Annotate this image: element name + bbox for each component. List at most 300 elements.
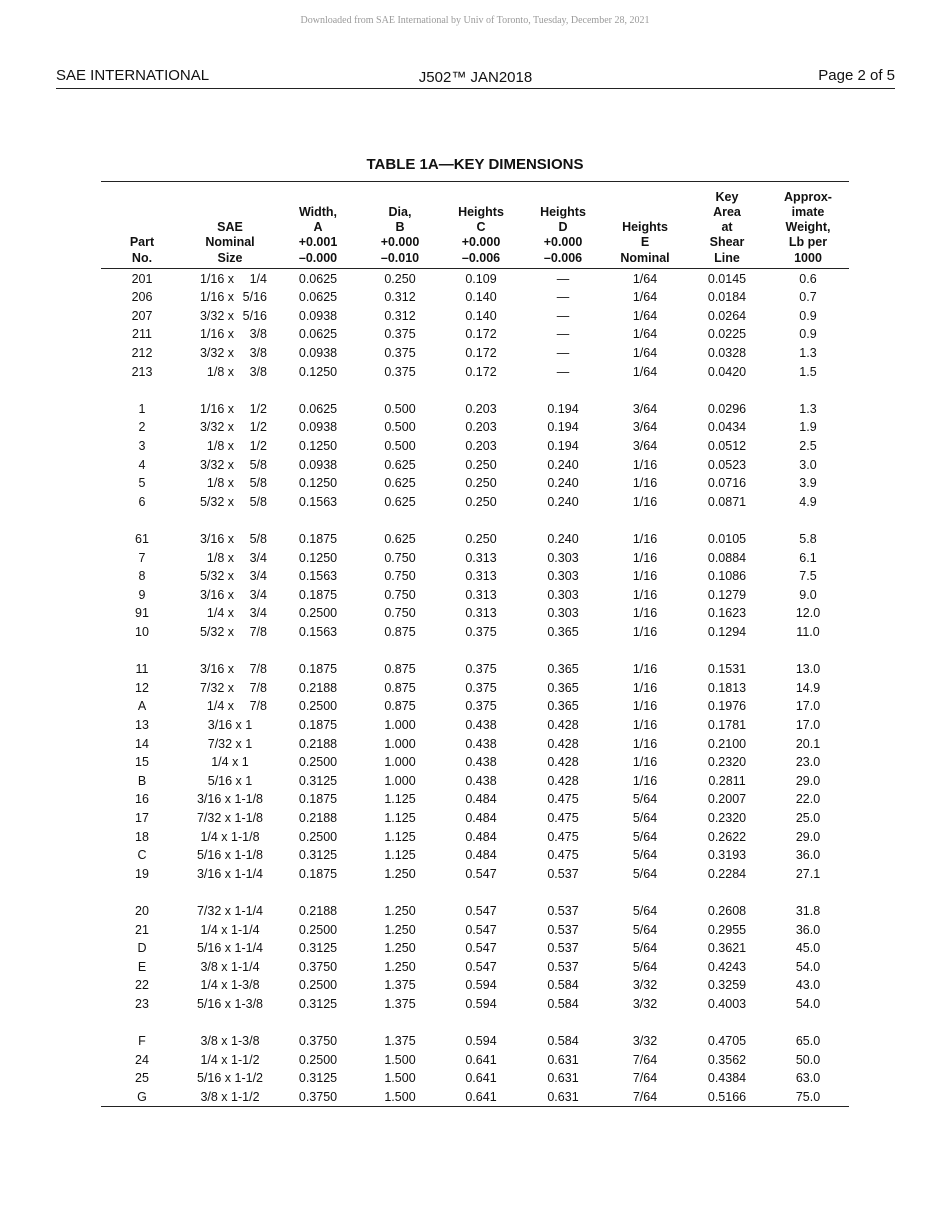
cell-part: 6 xyxy=(138,494,146,509)
cell-weight: 23.0 xyxy=(795,755,821,770)
cell-size: 5/16 x 1-1/2 xyxy=(196,1071,263,1086)
cell-width: 0.3125 xyxy=(298,996,338,1011)
cell-size-width: 3/32 x xyxy=(199,308,234,323)
header-organization: SAE INTERNATIONAL xyxy=(56,67,210,84)
cell-area: 0.1976 xyxy=(707,699,747,714)
cell-he: 3/32 xyxy=(632,996,658,1011)
cell-width: 0.3125 xyxy=(298,848,338,863)
cell-weight: 50.0 xyxy=(795,1052,821,1067)
cell-part: 23 xyxy=(135,996,149,1011)
cell-part: 3 xyxy=(138,438,146,453)
cell-hd: 0.584 xyxy=(547,978,579,993)
cell-dia: 0.750 xyxy=(384,550,416,565)
cell-he: 5/64 xyxy=(632,959,658,974)
cell-dia: 0.875 xyxy=(384,680,416,695)
table-row xyxy=(101,437,849,456)
cell-size-width: 1/16 x xyxy=(199,327,234,342)
cell-size-width: 7/32 x xyxy=(199,680,234,695)
cell-hd: 0.240 xyxy=(547,476,579,491)
cell-hd: 0.240 xyxy=(547,494,579,509)
cell-area: 0.2100 xyxy=(707,736,747,751)
table-row xyxy=(101,790,849,809)
cell-width: 0.0625 xyxy=(298,327,338,342)
cell-hd: 0.475 xyxy=(547,829,579,844)
cell-size-width: 3/16 x xyxy=(199,662,234,677)
cell-hd: 0.428 xyxy=(547,755,579,770)
cell-width: 0.3750 xyxy=(298,959,338,974)
cell-he: 3/64 xyxy=(632,401,658,416)
table-row xyxy=(101,1051,849,1070)
cell-part: 20 xyxy=(135,903,149,918)
column-header-line: Part xyxy=(129,235,155,250)
cell-dia: 1.000 xyxy=(384,773,416,788)
cell-part: G xyxy=(137,1089,147,1104)
cell-area: 0.2320 xyxy=(707,755,747,770)
cell-he: 1/16 xyxy=(632,736,658,751)
column-header-hd xyxy=(523,186,603,266)
column-header-line: imate xyxy=(791,204,825,219)
cell-weight: 9.0 xyxy=(799,587,817,602)
cell-size-width: 1/16 x xyxy=(199,401,234,416)
cell-weight: 1.3 xyxy=(799,401,817,416)
cell-hd: 0.428 xyxy=(547,717,579,732)
cell-dia: 1.000 xyxy=(384,717,416,732)
cell-he: 5/64 xyxy=(632,922,658,937)
cell-he: 1/16 xyxy=(632,717,658,732)
cell-hc: 0.313 xyxy=(465,569,497,584)
cell-area: 0.1813 xyxy=(707,680,747,695)
column-header-he xyxy=(605,186,685,266)
cell-he: 1/64 xyxy=(632,364,658,379)
cell-hd: 0.194 xyxy=(547,438,579,453)
cell-hc: 0.438 xyxy=(465,717,497,732)
cell-he: 7/64 xyxy=(632,1071,658,1086)
cell-weight: 31.8 xyxy=(795,903,821,918)
cell-hd: — xyxy=(556,345,570,360)
cell-width: 0.1250 xyxy=(298,438,338,453)
cell-he: 3/64 xyxy=(632,438,658,453)
cell-dia: 1.375 xyxy=(384,1034,416,1049)
cell-size-width: 3/16 x xyxy=(199,531,234,546)
cell-hc: 0.484 xyxy=(465,810,497,825)
cell-area: 0.1294 xyxy=(707,624,747,639)
cell-width: 0.3125 xyxy=(298,941,338,956)
cell-width: 0.2188 xyxy=(298,680,338,695)
cell-size-depth: 1/2 xyxy=(249,438,267,453)
column-header-line: E xyxy=(640,235,650,250)
cell-dia: 1.250 xyxy=(384,922,416,937)
cell-hd: 0.194 xyxy=(547,420,579,435)
cell-part: 12 xyxy=(135,680,149,695)
cell-width: 0.1875 xyxy=(298,792,338,807)
cell-size: 1/4 x 1 xyxy=(211,755,249,770)
cell-area: 0.0105 xyxy=(707,531,747,546)
cell-dia: 0.750 xyxy=(384,587,416,602)
cell-he: 5/64 xyxy=(632,903,658,918)
table-row xyxy=(101,604,849,623)
table-title: TABLE 1A—KEY DIMENSIONS xyxy=(366,156,584,173)
cell-he: 3/32 xyxy=(632,1034,658,1049)
header-document-id: J502™ JAN2018 xyxy=(418,69,533,86)
cell-area: 0.0523 xyxy=(707,457,747,472)
cell-weight: 12.0 xyxy=(795,606,821,621)
cell-size: 5/16 x 1 xyxy=(207,773,253,788)
cell-hc: 0.140 xyxy=(465,290,497,305)
cell-area: 0.3621 xyxy=(707,941,747,956)
cell-size-width: 1/8 x xyxy=(206,364,234,379)
cell-weight: 0.9 xyxy=(799,308,817,323)
cell-dia: 0.750 xyxy=(384,606,416,621)
cell-hd: 0.537 xyxy=(547,941,579,956)
column-header-weight xyxy=(768,186,848,266)
table-row xyxy=(101,772,849,791)
cell-he: 1/16 xyxy=(632,476,658,491)
cell-area: 0.0184 xyxy=(707,290,747,305)
column-header-line: Dia, xyxy=(388,204,412,219)
cell-size-width: 1/4 x xyxy=(206,699,234,714)
cell-width: 0.0938 xyxy=(298,345,338,360)
column-header-line: at xyxy=(721,220,733,235)
cell-dia: 0.875 xyxy=(384,624,416,639)
cell-width: 0.1250 xyxy=(298,476,338,491)
cell-dia: 0.375 xyxy=(384,327,416,342)
cell-size-depth: 7/8 xyxy=(249,662,267,677)
cell-hc: 0.375 xyxy=(465,624,497,639)
cell-dia: 1.000 xyxy=(384,755,416,770)
cell-he: 1/16 xyxy=(632,587,658,602)
cell-weight: 25.0 xyxy=(795,810,821,825)
cell-hc: 0.594 xyxy=(465,996,497,1011)
cell-size-depth: 5/16 xyxy=(242,308,267,323)
column-header-line: –0.006 xyxy=(461,250,501,265)
cell-width: 0.1563 xyxy=(298,624,338,639)
cell-area: 0.0871 xyxy=(707,494,747,509)
cell-hd: 0.365 xyxy=(547,699,579,714)
cell-he: 5/64 xyxy=(632,829,658,844)
cell-hd: 0.537 xyxy=(547,922,579,937)
cell-weight: 43.0 xyxy=(795,978,821,993)
cell-area: 0.2284 xyxy=(707,866,747,881)
cell-hd: 0.475 xyxy=(547,810,579,825)
cell-dia: 1.000 xyxy=(384,736,416,751)
table-row xyxy=(101,697,849,716)
cell-he: 1/64 xyxy=(632,327,658,342)
column-header-size xyxy=(190,186,270,266)
cell-part: F xyxy=(138,1034,146,1049)
cell-size: 1/4 x 1-1/2 xyxy=(200,1052,260,1067)
cell-area: 0.1086 xyxy=(707,569,747,584)
cell-hd: 0.303 xyxy=(547,550,579,565)
cell-area: 0.4384 xyxy=(707,1071,747,1086)
cell-he: 1/16 xyxy=(632,606,658,621)
cell-size-depth: 3/8 xyxy=(249,327,267,342)
cell-area: 0.4003 xyxy=(707,996,747,1011)
cell-area: 0.2811 xyxy=(708,773,746,788)
cell-size-depth: 1/2 xyxy=(249,420,267,435)
cell-dia: 1.125 xyxy=(384,792,416,807)
cell-size-width: 5/32 x xyxy=(199,569,234,584)
cell-size: 5/16 x 1-1/4 xyxy=(196,941,263,956)
cell-width: 0.2500 xyxy=(298,829,338,844)
cell-size-depth: 3/8 xyxy=(249,345,267,360)
cell-weight: 27.1 xyxy=(795,866,821,881)
cell-hc: 0.484 xyxy=(465,792,497,807)
cell-hc: 0.547 xyxy=(465,903,497,918)
cell-hc: 0.203 xyxy=(465,438,497,453)
download-watermark: Downloaded from SAE International by Univ of Toronto, Tuesday, December 28, 2021 xyxy=(300,15,650,26)
cell-dia: 0.500 xyxy=(384,438,416,453)
column-header-line: Shear xyxy=(709,235,745,250)
column-header-line: SAE xyxy=(217,220,243,235)
cell-part: 11 xyxy=(135,662,149,677)
cell-he: 1/64 xyxy=(632,271,658,286)
table-row xyxy=(101,456,849,475)
cell-weight: 1.9 xyxy=(799,420,817,435)
cell-hc: 0.375 xyxy=(465,699,497,714)
cell-width: 0.2500 xyxy=(298,978,338,993)
cell-hc: 0.375 xyxy=(465,662,497,677)
cell-he: 5/64 xyxy=(632,792,658,807)
cell-size-width: 3/32 x xyxy=(199,420,234,435)
cell-hc: 0.594 xyxy=(465,978,497,993)
cell-dia: 0.500 xyxy=(384,401,416,416)
cell-hd: — xyxy=(556,271,570,286)
table-row xyxy=(101,325,849,344)
cell-he: 7/64 xyxy=(632,1089,658,1104)
cell-dia: 1.250 xyxy=(384,941,416,956)
cell-hc: 0.641 xyxy=(465,1071,497,1086)
table-row xyxy=(101,921,849,940)
cell-hc: 0.250 xyxy=(465,494,497,509)
cell-hd: — xyxy=(556,364,570,379)
cell-part: 8 xyxy=(138,569,146,584)
cell-dia: 0.375 xyxy=(384,364,416,379)
cell-area: 0.3562 xyxy=(707,1052,747,1067)
cell-weight: 0.7 xyxy=(799,290,817,305)
cell-width: 0.1875 xyxy=(298,717,338,732)
cell-part: 18 xyxy=(135,829,149,844)
cell-dia: 0.625 xyxy=(384,476,416,491)
cell-width: 0.1563 xyxy=(298,569,338,584)
cell-area: 0.2320 xyxy=(707,810,747,825)
cell-dia: 1.250 xyxy=(384,959,416,974)
cell-area: 0.0145 xyxy=(707,271,747,286)
table-row xyxy=(101,623,849,642)
column-header-line: Weight, xyxy=(785,220,831,235)
cell-hd: 0.631 xyxy=(547,1089,579,1104)
cell-hc: 0.172 xyxy=(465,327,497,342)
cell-size-depth: 3/8 xyxy=(249,364,267,379)
cell-width: 0.1250 xyxy=(298,364,338,379)
cell-area: 0.0225 xyxy=(707,327,747,342)
table-row xyxy=(101,939,849,958)
cell-size: 1/4 x 1-1/8 xyxy=(200,829,260,844)
cell-hc: 0.641 xyxy=(465,1052,497,1067)
cell-part: 15 xyxy=(135,755,149,770)
cell-area: 0.0296 xyxy=(707,401,747,416)
cell-size-depth: 1/4 xyxy=(249,271,267,286)
cell-width: 0.0938 xyxy=(298,420,338,435)
cell-he: 1/16 xyxy=(632,699,658,714)
cell-size-depth: 7/8 xyxy=(249,624,267,639)
column-header-width xyxy=(278,186,358,266)
cell-hc: 0.547 xyxy=(465,866,497,881)
cell-hd: 0.475 xyxy=(547,848,579,863)
cell-hc: 0.313 xyxy=(465,606,497,621)
cell-part: 1 xyxy=(138,401,146,416)
cell-width: 0.2500 xyxy=(298,699,338,714)
cell-he: 1/16 xyxy=(632,662,658,677)
cell-he: 5/64 xyxy=(632,810,658,825)
cell-he: 5/64 xyxy=(632,848,658,863)
cell-weight: 20.1 xyxy=(795,736,821,751)
cell-weight: 5.8 xyxy=(799,531,817,546)
cell-width: 0.0625 xyxy=(298,271,338,286)
cell-dia: 1.125 xyxy=(384,810,416,825)
column-header-line: 1000 xyxy=(794,250,822,265)
cell-he: 1/16 xyxy=(632,680,658,695)
cell-part: D xyxy=(137,941,147,956)
cell-size: 3/16 x 1 xyxy=(207,717,253,732)
cell-part: E xyxy=(137,959,147,974)
cell-weight: 36.0 xyxy=(795,922,821,937)
cell-hc: 0.438 xyxy=(465,773,497,788)
cell-size-depth: 7/8 xyxy=(249,699,267,714)
cell-size: 1/4 x 1-1/4 xyxy=(200,922,260,937)
column-header-line: Lb per xyxy=(788,235,828,250)
cell-size-width: 1/8 x xyxy=(206,438,234,453)
cell-hc: 0.438 xyxy=(465,736,497,751)
column-header-line: No. xyxy=(131,250,153,265)
cell-part: 212 xyxy=(131,345,153,360)
table-row xyxy=(101,846,849,865)
cell-width: 0.3750 xyxy=(298,1089,338,1104)
cell-he: 1/16 xyxy=(632,773,658,788)
cell-hc: 0.313 xyxy=(465,550,497,565)
cell-size: 7/32 x 1-1/8 xyxy=(196,810,263,825)
cell-area: 0.4705 xyxy=(707,1034,747,1049)
cell-part: 213 xyxy=(131,364,153,379)
cell-part: 24 xyxy=(135,1052,149,1067)
table-row xyxy=(101,1088,849,1107)
cell-area: 0.0716 xyxy=(707,476,747,491)
cell-weight: 22.0 xyxy=(795,792,821,807)
cell-part: 14 xyxy=(135,736,149,751)
cell-hd: 0.537 xyxy=(547,959,579,974)
cell-part: 25 xyxy=(135,1071,149,1086)
cell-size: 3/16 x 1-1/8 xyxy=(196,792,263,807)
cell-size: 3/8 x 1-1/2 xyxy=(200,1089,260,1104)
cell-area: 0.3259 xyxy=(707,978,747,993)
cell-part: B xyxy=(137,773,147,788)
cell-weight: 6.1 xyxy=(799,550,817,565)
cell-dia: 0.625 xyxy=(384,494,416,509)
cell-hd: 0.631 xyxy=(547,1071,579,1086)
cell-width: 0.3750 xyxy=(298,1034,338,1049)
cell-area: 0.5166 xyxy=(707,1089,747,1104)
cell-part: 16 xyxy=(135,792,149,807)
cell-part: 2 xyxy=(138,420,146,435)
cell-size-width: 3/32 x xyxy=(199,457,234,472)
column-header-line: –0.010 xyxy=(380,250,420,265)
cell-width: 0.1250 xyxy=(298,550,338,565)
cell-hc: 0.484 xyxy=(465,829,497,844)
cell-weight: 3.0 xyxy=(799,457,817,472)
cell-he: 5/64 xyxy=(632,866,658,881)
cell-area: 0.2007 xyxy=(707,792,747,807)
table-row xyxy=(101,493,849,512)
cell-hc: 0.375 xyxy=(465,680,497,695)
cell-dia: 0.875 xyxy=(384,662,416,677)
cell-hc: 0.547 xyxy=(465,959,497,974)
cell-size-depth: 1/2 xyxy=(249,401,267,416)
cell-part: 7 xyxy=(138,550,146,565)
cell-size-depth: 5/8 xyxy=(249,494,267,509)
cell-hc: 0.172 xyxy=(465,364,497,379)
cell-size-width: 1/8 x xyxy=(206,550,234,565)
cell-weight: 0.9 xyxy=(799,327,817,342)
cell-part: 21 xyxy=(135,922,149,937)
cell-weight: 75.0 xyxy=(795,1089,821,1104)
cell-dia: 1.500 xyxy=(384,1052,416,1067)
cell-size: 1/4 x 1-3/8 xyxy=(200,978,260,993)
cell-area: 0.2608 xyxy=(707,903,747,918)
table-row xyxy=(101,716,849,735)
cell-dia: 1.125 xyxy=(384,848,416,863)
cell-dia: 0.312 xyxy=(384,308,416,323)
cell-hd: — xyxy=(556,290,570,305)
cell-hc: 0.547 xyxy=(465,941,497,956)
cell-width: 0.2188 xyxy=(298,810,338,825)
cell-he: 1/16 xyxy=(632,624,658,639)
cell-width: 0.0625 xyxy=(298,290,338,305)
column-header-line: +0.000 xyxy=(543,235,583,250)
cell-hc: 0.140 xyxy=(465,308,497,323)
cell-size-depth: 5/8 xyxy=(249,457,267,472)
cell-hd: — xyxy=(556,308,570,323)
cell-part: 13 xyxy=(135,717,149,732)
cell-dia: 0.375 xyxy=(384,345,416,360)
cell-hd: 0.303 xyxy=(547,569,579,584)
table-row xyxy=(101,586,849,605)
cell-size: 3/8 x 1-1/4 xyxy=(200,959,260,974)
cell-dia: 0.875 xyxy=(384,699,416,714)
table-row xyxy=(101,902,849,921)
cell-weight: 0.6 xyxy=(799,271,817,286)
cell-width: 0.1563 xyxy=(298,494,338,509)
cell-dia: 1.125 xyxy=(384,829,416,844)
table-row xyxy=(101,735,849,754)
cell-part: 91 xyxy=(135,606,149,621)
cell-hc: 0.203 xyxy=(465,420,497,435)
column-header-line: Area xyxy=(713,204,741,219)
column-header-line: D xyxy=(558,220,568,235)
cell-hd: 0.584 xyxy=(547,996,579,1011)
cell-size-width: 1/16 x xyxy=(199,271,234,286)
cell-he: 5/64 xyxy=(632,941,658,956)
cell-he: 3/32 xyxy=(632,978,658,993)
cell-hd: 0.303 xyxy=(547,606,579,621)
cell-width: 0.2500 xyxy=(298,755,338,770)
cell-weight: 17.0 xyxy=(795,699,821,714)
table-row xyxy=(101,976,849,995)
column-header-line: Heights xyxy=(622,220,668,235)
table-row xyxy=(101,474,849,493)
cell-area: 0.0434 xyxy=(707,420,747,435)
cell-dia: 0.250 xyxy=(384,271,416,286)
cell-size-depth: 3/4 xyxy=(249,569,267,584)
cell-he: 1/16 xyxy=(632,569,658,584)
